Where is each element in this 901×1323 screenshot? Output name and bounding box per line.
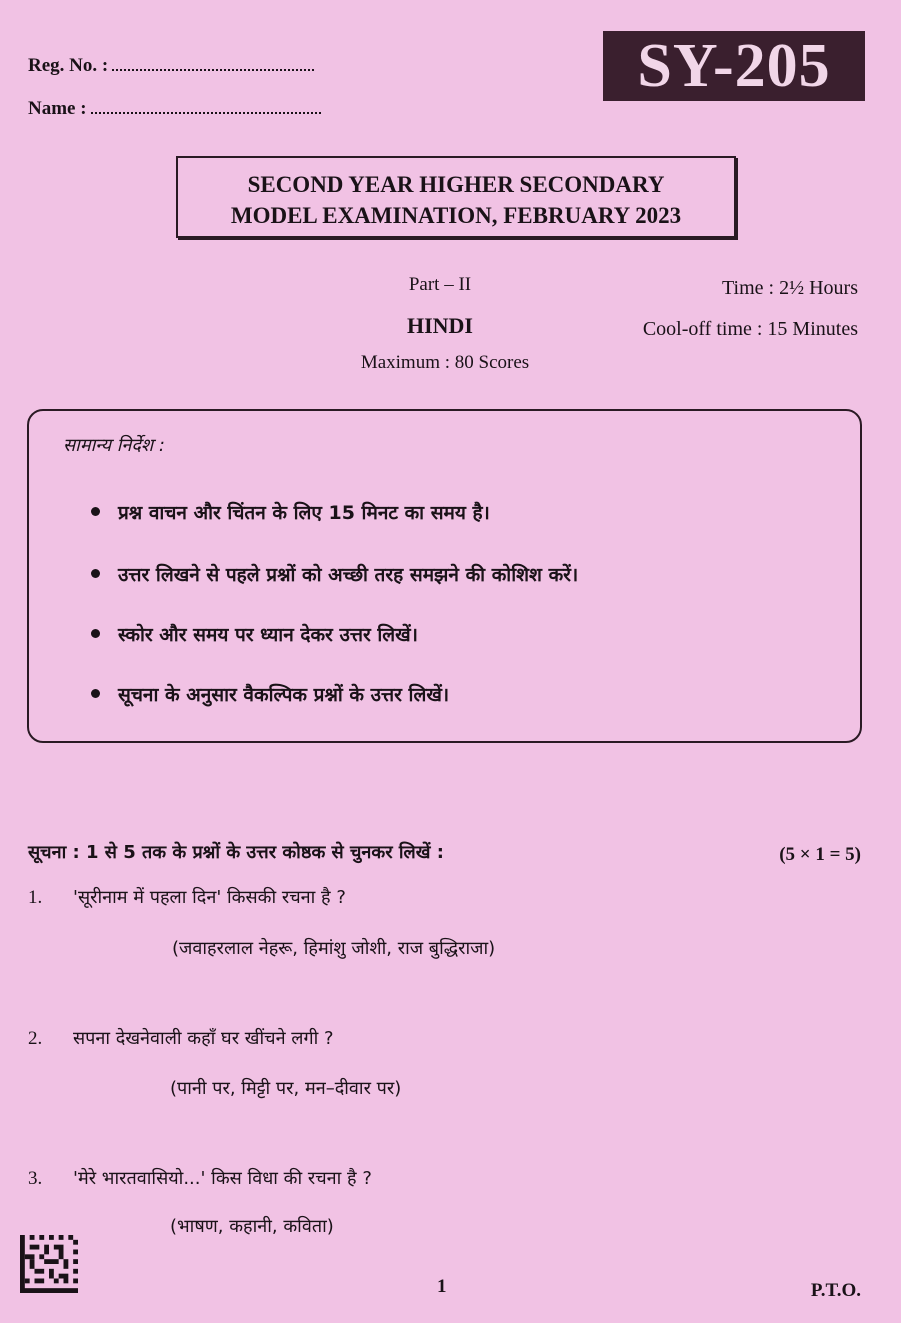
question-text: 'मेरे भारतवासियो...' किस विधा की रचना है ? [73, 1168, 372, 1189]
question-number: 1. [28, 887, 43, 908]
question-3-options: (भाषण, कहानी, कविता) [170, 1216, 334, 1237]
question-2-options: (पानी पर, मिट्टी पर, मन–दीवार पर) [170, 1078, 402, 1099]
question-text: सपना देखनेवाली कहाँ घर खींचने लगी ? [73, 1028, 334, 1049]
question-2 [28, 1026, 334, 1050]
exam-max-scores: Maximum : 80 Scores [360, 352, 530, 373]
reg-no-dotted-line [112, 55, 314, 71]
bullet-icon [91, 507, 100, 516]
exam-title-line1: SECOND YEAR HIGHER SECONDARY [247, 172, 665, 197]
question-3 [28, 1166, 372, 1190]
question-1-options: (जवाहरलाल नेहरू, हिमांशु जोशी, राज बुद्धिराजा) [172, 938, 496, 959]
section-marks: (5 × 1 = 5) [779, 844, 861, 865]
question-text: 'सूरीनाम में पहला दिन' किसकी रचना है ? [73, 887, 346, 908]
name-dotted-line [91, 98, 321, 114]
exam-title-line2: MODEL EXAMINATION, FEBRUARY 2023 [230, 203, 682, 228]
instruction-item: प्रश्न वाचन और चिंतन के लिए 15 मिनट का समय है। [91, 499, 490, 525]
paper-code-badge: SY-205 [603, 31, 865, 101]
page-number: 1 [437, 1276, 447, 1297]
name-label: Name : [28, 98, 87, 119]
pto-label: P.T.O. [810, 1280, 861, 1301]
general-instructions-box [27, 409, 862, 743]
exam-subject: HINDI [406, 313, 473, 338]
bullet-icon [91, 689, 100, 698]
question-1 [28, 885, 346, 909]
reg-no-label: Reg. No. : [28, 55, 109, 76]
instruction-item: सूचना के अनुसार वैकल्पिक प्रश्नों के उत्तर लिखें। [91, 681, 449, 707]
section-note: सूचना : 1 से 5 तक के प्रश्नों के उत्तर कोष्ठक से चुनकर लिखें : [28, 842, 444, 863]
question-number: 3. [28, 1168, 43, 1189]
instruction-item: स्कोर और समय पर ध्यान देकर उत्तर लिखें। [91, 621, 418, 647]
datamatrix-code-icon [20, 1234, 78, 1294]
bullet-icon [91, 569, 100, 578]
bullet-icon [91, 629, 100, 638]
reg-no-field [28, 55, 314, 77]
question-number: 2. [28, 1028, 43, 1049]
instruction-item: उत्तर लिखने से पहले प्रश्नों को अच्छी तरह समझने की कोशिश करें। [91, 561, 578, 587]
instructions-title: सामान्य निर्देश : [63, 435, 165, 456]
exam-time: Time : 2½ Hours [722, 277, 858, 299]
exam-part: Part – II [408, 274, 472, 295]
exam-title-box [176, 156, 736, 238]
exam-cool-off: Cool-off time : 15 Minutes [642, 318, 858, 340]
name-field [28, 98, 321, 120]
